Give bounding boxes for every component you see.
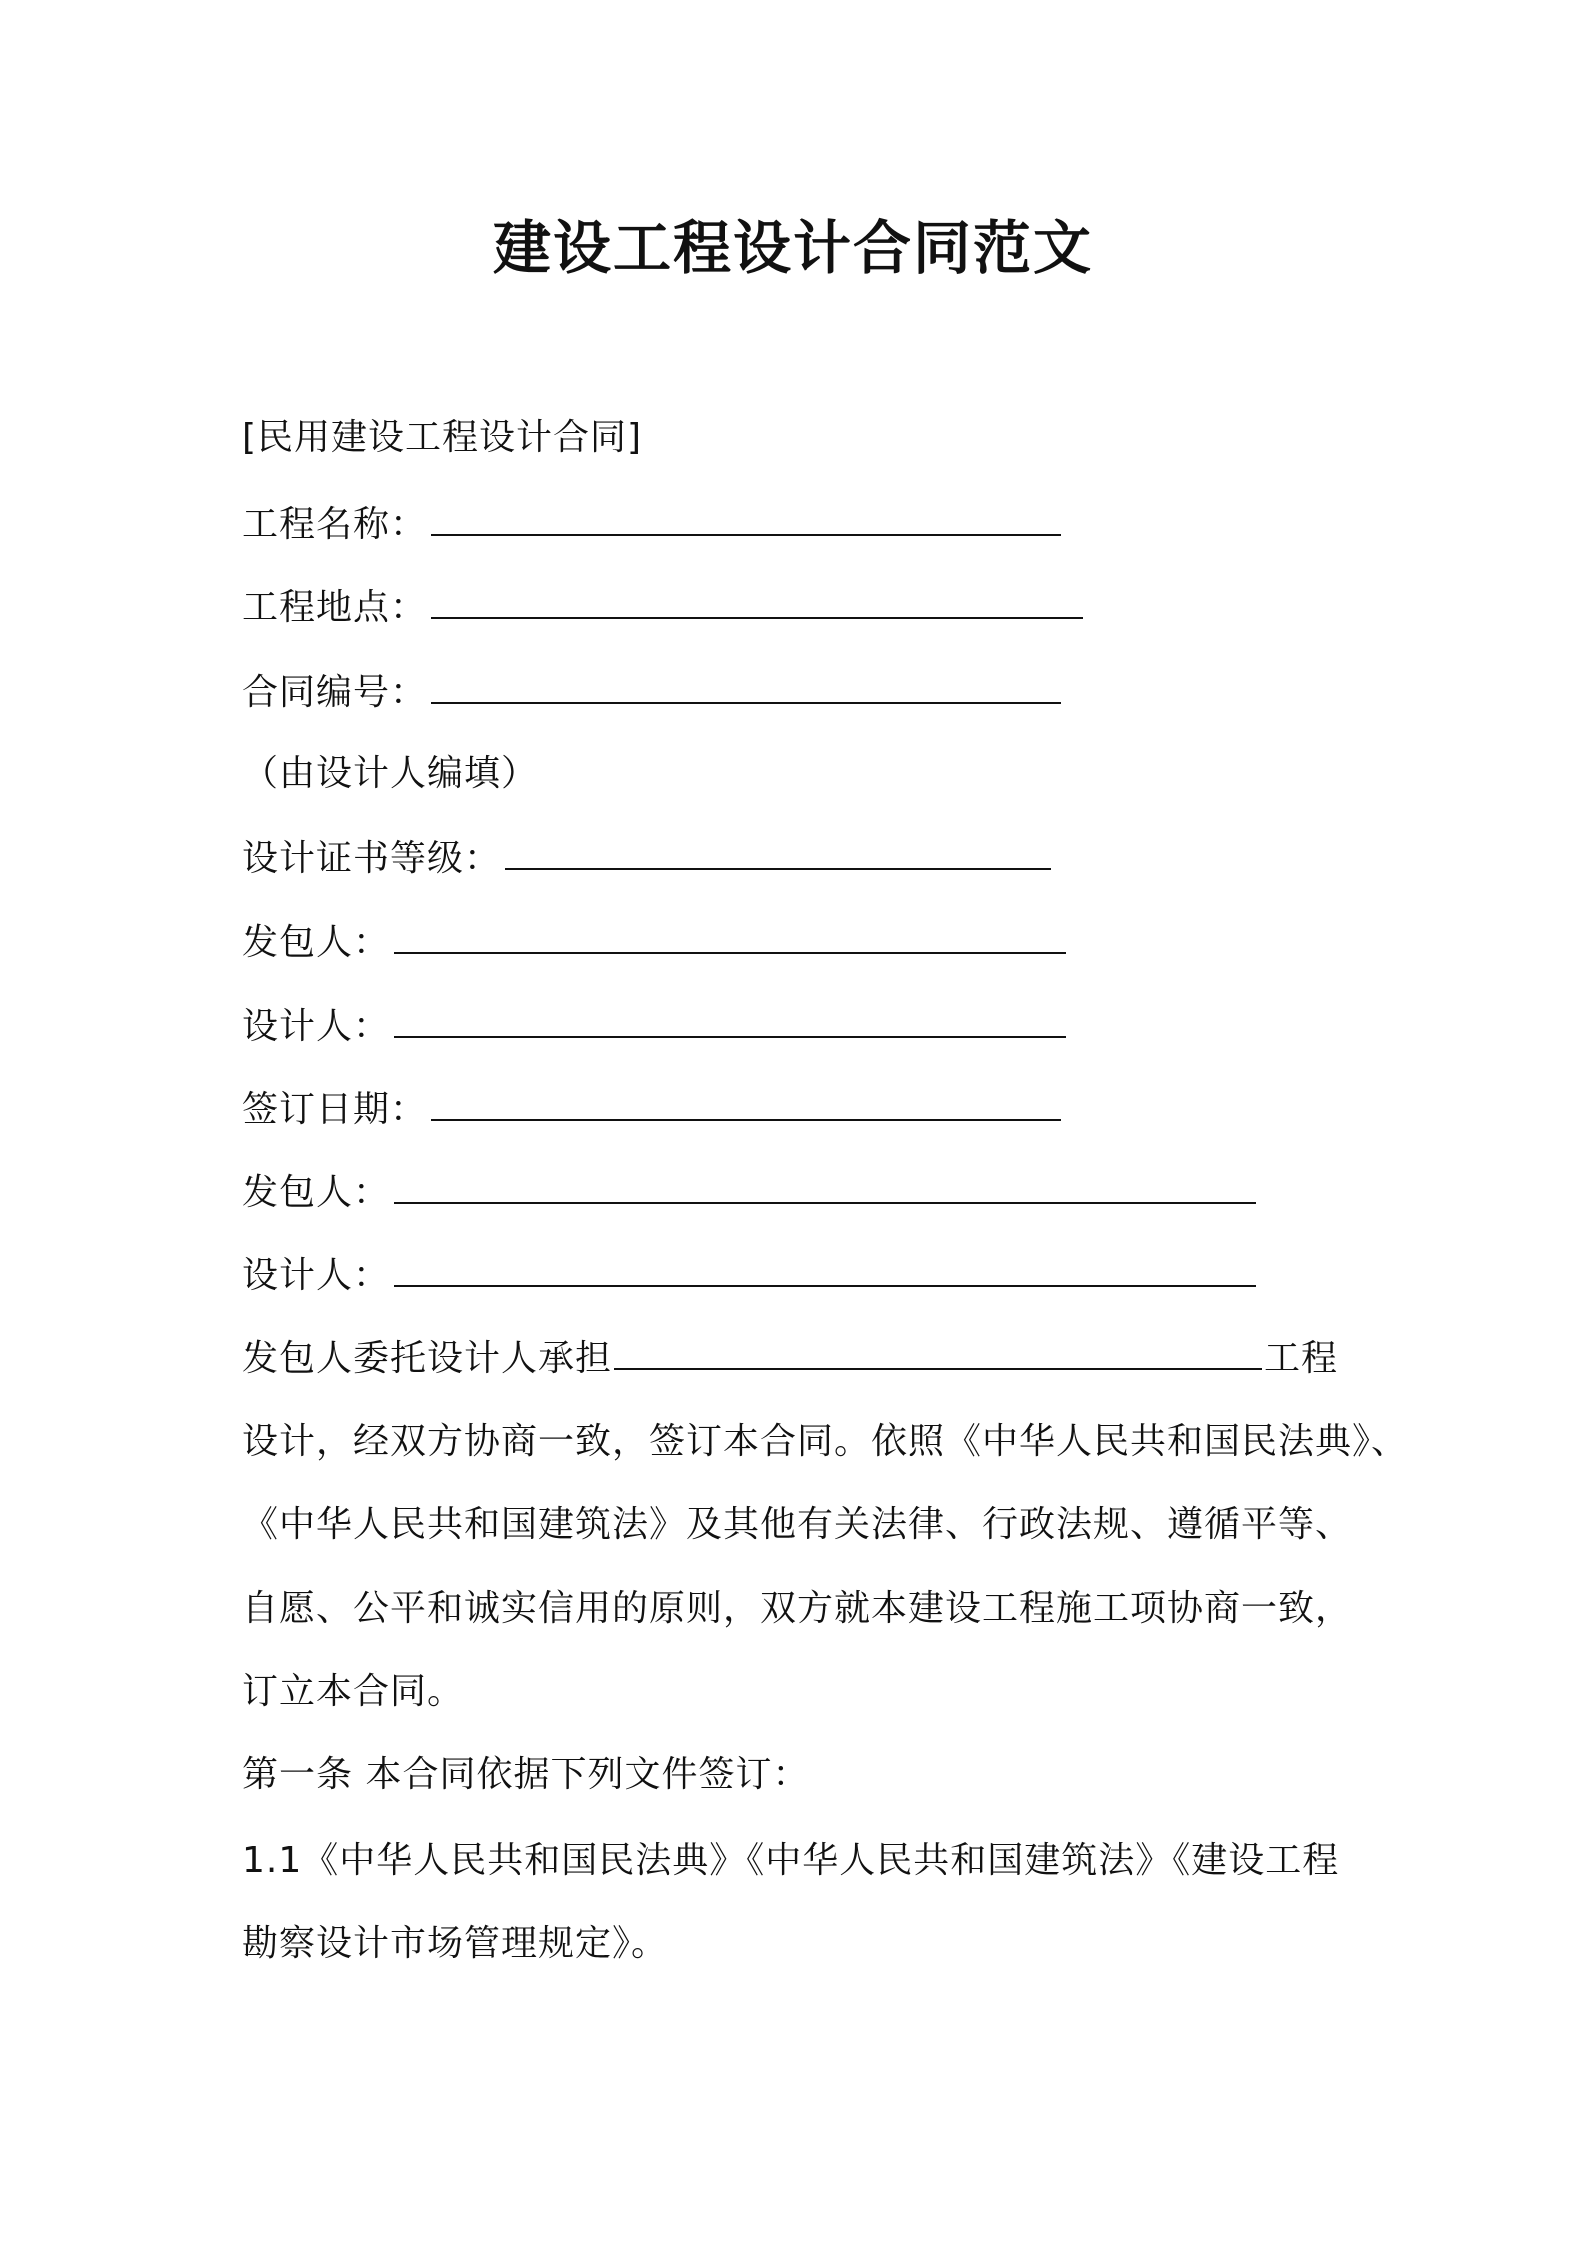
field-label: 发包人： xyxy=(242,922,391,963)
field-designer-sign xyxy=(242,1251,1256,1301)
field-project-location xyxy=(242,583,1083,633)
fill-blank[interactable] xyxy=(614,1334,1262,1370)
intro-line-2: 设计，经双方协商一致，签订本合同。依照《中华人民共和国民法典》、 xyxy=(242,1421,1409,1462)
intro-line-4: 自愿、公平和诚实信用的原则，双方就本建设工程施工项协商一致， xyxy=(242,1588,1353,1629)
fill-blank[interactable] xyxy=(505,834,1051,870)
fill-blank[interactable] xyxy=(431,1085,1061,1121)
intro-text: 发包人委托设计人承担 xyxy=(242,1338,613,1379)
field-designer xyxy=(242,1002,1066,1052)
field-note: （由设计人编填） xyxy=(242,753,539,794)
field-cert-level xyxy=(242,834,1051,884)
field-label: 工程地点： xyxy=(242,587,428,628)
article-1-heading: 第一条 本合同依据下列文件签订： xyxy=(242,1754,810,1795)
article-1-item-line-1: 1.1《中华人民共和国民法典》《中华人民共和国建筑法》《建设工程 xyxy=(242,1840,1340,1881)
field-label: 设计人： xyxy=(242,1006,391,1047)
fill-blank[interactable] xyxy=(394,1002,1066,1038)
field-label: 设计证书等级： xyxy=(242,838,502,879)
field-label: 发包人： xyxy=(242,1172,391,1213)
field-client-sign xyxy=(242,1168,1256,1218)
field-label: 合同编号： xyxy=(242,672,428,713)
intro-text: 工程 xyxy=(1264,1338,1339,1379)
field-label: 签订日期： xyxy=(242,1089,428,1130)
fill-blank[interactable] xyxy=(431,583,1083,619)
fill-blank[interactable] xyxy=(431,500,1061,536)
field-project-name xyxy=(242,500,1061,550)
field-contract-no xyxy=(242,668,1061,718)
fill-blank[interactable] xyxy=(431,668,1061,704)
fill-blank[interactable] xyxy=(394,1168,1256,1204)
fill-blank[interactable] xyxy=(394,918,1066,954)
contract-type: [民用建设工程设计合同] xyxy=(242,417,643,458)
field-client xyxy=(242,918,1066,968)
intro-line-3: 《中华人民共和国建筑法》及其他有关法律、行政法规、遵循平等、 xyxy=(242,1504,1353,1545)
article-1-item-line-2: 勘察设计市场管理规定》。 xyxy=(242,1923,669,1964)
field-sign-date xyxy=(242,1085,1061,1135)
field-label: 工程名称： xyxy=(242,504,428,545)
intro-line-5: 订立本合同。 xyxy=(242,1671,465,1712)
field-label: 设计人： xyxy=(242,1255,391,1296)
intro-line-1 xyxy=(242,1334,1338,1384)
document-title: 建设工程设计合同范文 xyxy=(492,214,1093,282)
fill-blank[interactable] xyxy=(394,1251,1256,1287)
